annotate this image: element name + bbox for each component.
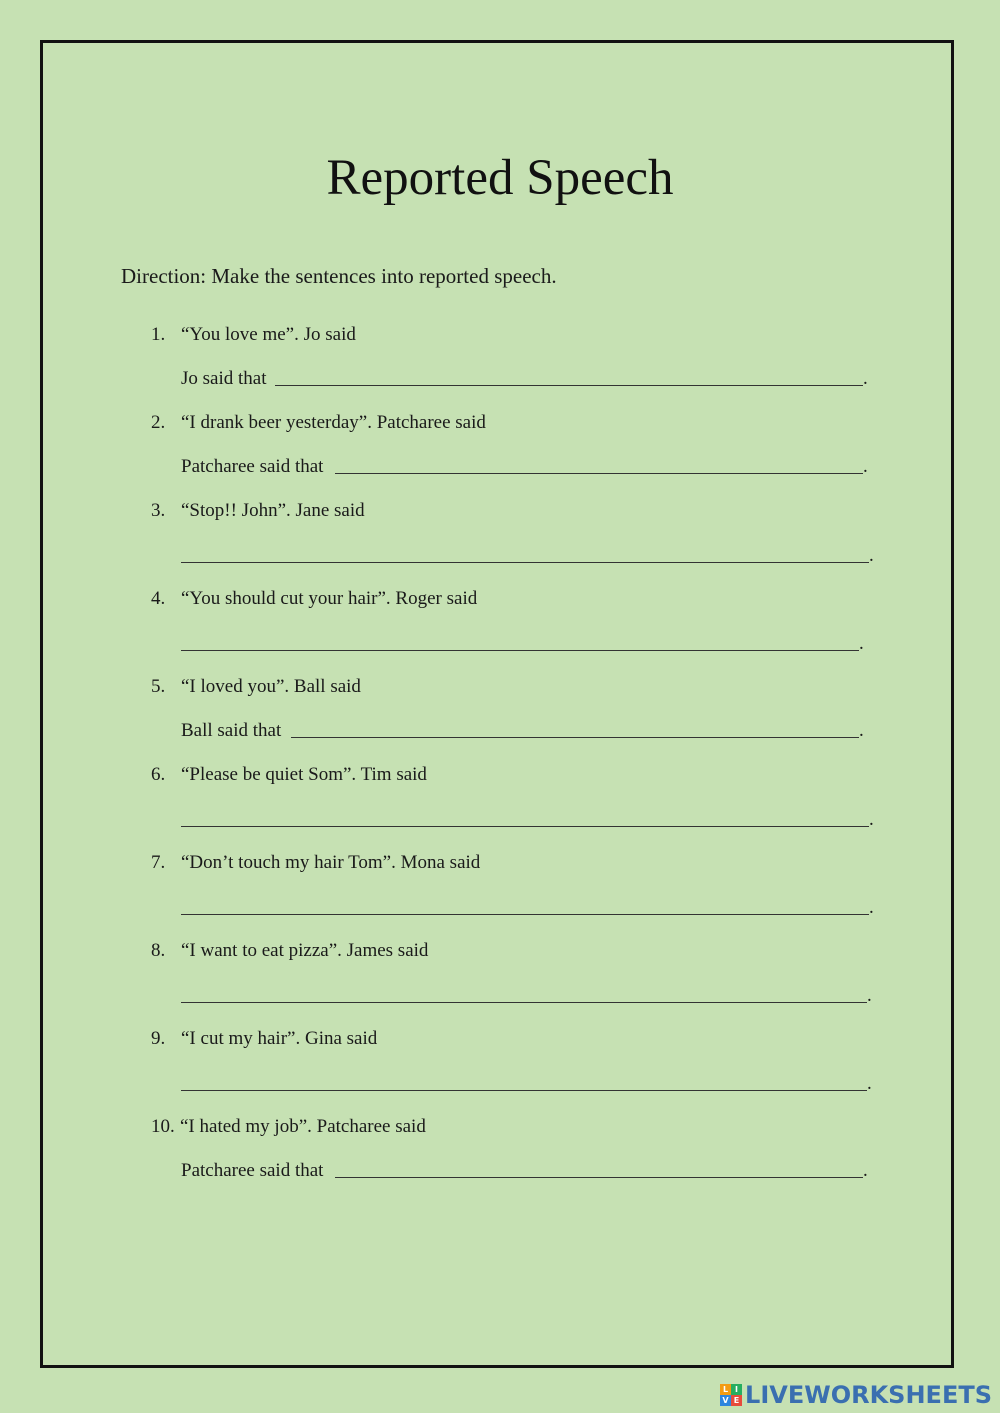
answer-prefix: Jo said that (181, 368, 267, 389)
liveworksheets-logo-icon: L I V E (720, 1384, 742, 1406)
answer-period: . (859, 720, 864, 741)
answer-row (181, 983, 876, 1009)
answer-period: . (867, 1073, 872, 1094)
page-title: Reported Speech (326, 150, 674, 206)
question-text: “Don’t touch my hair Tom”. Mona said (181, 852, 481, 873)
question-text: “I hated my job”. Patcharee said (180, 1116, 426, 1137)
answer-row (181, 895, 876, 921)
question-text: “Please be quiet Som”. Tim said (181, 764, 427, 785)
question-number: 9. (151, 1028, 166, 1049)
question-text: “I loved you”. Ball said (181, 676, 361, 697)
question-number: 8. (151, 940, 166, 961)
answer-prefix: Ball said that (181, 720, 282, 741)
answer-period: . (869, 897, 874, 918)
answer-blank-1[interactable] (275, 385, 863, 386)
answer-row (181, 718, 871, 744)
question-number: 10. (151, 1116, 175, 1137)
answer-period: . (869, 809, 874, 830)
answer-blank-4[interactable] (181, 650, 859, 651)
answer-period: . (869, 545, 874, 566)
answer-blank-9[interactable] (181, 1090, 867, 1091)
answer-row (181, 1071, 876, 1097)
answer-blank-3[interactable] (181, 562, 869, 563)
answer-blank-10[interactable] (335, 1177, 863, 1178)
answer-blank-6[interactable] (181, 826, 869, 827)
answer-period: . (859, 633, 864, 654)
answer-row (181, 807, 876, 833)
answer-row (181, 366, 871, 392)
question-text: “I drank beer yesterday”. Patcharee said (181, 412, 486, 433)
answer-row (181, 631, 871, 657)
answer-row (181, 543, 876, 569)
question-text: “You should cut your hair”. Roger said (181, 588, 478, 609)
question-number: 6. (151, 764, 166, 785)
watermark-text: LIVEWORKSHEETS (745, 1381, 992, 1409)
direction-text: Direction: Make the sentences into reported speech. (121, 264, 557, 288)
answer-prefix: Patcharee said that (181, 456, 324, 477)
answer-blank-7[interactable] (181, 914, 869, 915)
question-number: 1. (151, 324, 166, 345)
liveworksheets-watermark (720, 1381, 992, 1409)
answer-row (181, 454, 871, 480)
answer-prefix: Patcharee said that (181, 1160, 324, 1181)
question-number: 2. (151, 412, 166, 433)
question-number: 4. (151, 588, 166, 609)
answer-period: . (863, 368, 868, 389)
answer-blank-8[interactable] (181, 1002, 867, 1003)
question-text: “You love me”. Jo said (181, 324, 356, 345)
answer-period: . (863, 456, 868, 477)
answer-period: . (863, 1160, 868, 1181)
question-number: 7. (151, 852, 166, 873)
answer-period: . (867, 985, 872, 1006)
answer-blank-2[interactable] (335, 473, 863, 474)
question-number: 5. (151, 676, 166, 697)
question-text: “I cut my hair”. Gina said (181, 1028, 378, 1049)
question-text: “I want to eat pizza”. James said (181, 940, 429, 961)
answer-blank-5[interactable] (291, 737, 859, 738)
question-number: 3. (151, 500, 166, 521)
answer-row (181, 1158, 876, 1184)
question-text: “Stop!! John”. Jane said (181, 500, 365, 521)
